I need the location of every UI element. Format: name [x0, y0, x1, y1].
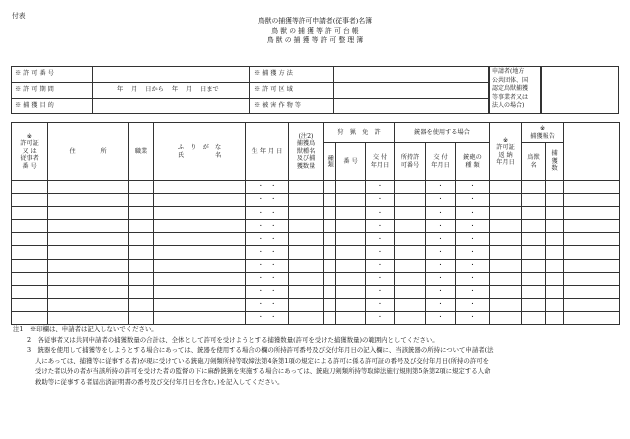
table-cell[interactable] — [546, 194, 564, 207]
notes: 注1 ※印欄は、申請者は記入しないでください。 2 各従事者又は共同申請者の捕獲数量の合計は、全体として許可を受けようとする捕獲数量(許可を受けた捕獲数量)の範囲内としてください。 3 銃器を使用して捕獲等をしようとする場合にあっては、銃器を使用する場合の欄の所持許可番号及び交付年月日の記入欄に、当該銃器の所持について申請者(法 人にあっては、捕獲等に従事する者)が現に受けている銃砲刀剣類所持等取締法第4条第1項の規定による許可に係る許可証の番号及び交付年月日(所持の許可を 受けた者以外の者が当該所持の許可を受けた者の監督の下に麻酔銃猟を実施する場合にあっては、銃砲刀剣類所持等取締法施行規則第5条第2項に規定する人命 救助等に従事する者届出済証明書の番号及び交付年月日を含む。)を記入してください。 — [13, 325, 494, 386]
table-cell[interactable] — [48, 181, 129, 194]
header-birth: 生 年 月 日 — [246, 123, 289, 181]
table-cell[interactable] — [564, 194, 620, 207]
table-cell[interactable] — [546, 298, 564, 311]
table-cell[interactable] — [48, 207, 129, 220]
table-cell[interactable] — [154, 285, 246, 298]
capture-purpose-label: ※ 捕 獲 目 的 — [15, 102, 54, 109]
table-cell[interactable] — [395, 246, 426, 259]
permit-period-value: 年 月 日から 年 月 日まで — [117, 86, 219, 93]
table-cell[interactable] — [336, 220, 366, 233]
permit-number-label: ※ 許 可 番 号 — [15, 70, 54, 77]
table-cell[interactable] — [564, 233, 620, 246]
table-cell[interactable] — [336, 194, 366, 207]
date-cell[interactable]: ・ — [426, 298, 456, 311]
table-row — [12, 220, 620, 233]
birth-date-cell[interactable]: ・ ・ — [246, 207, 289, 220]
table-cell[interactable] — [522, 181, 546, 194]
header-name: ふ り が な 氏 名 — [154, 123, 246, 181]
table-cell[interactable] — [12, 194, 48, 207]
date-cell[interactable]: ・ — [456, 207, 490, 220]
table-cell[interactable] — [289, 285, 324, 298]
table-cell[interactable] — [129, 181, 154, 194]
table-cell[interactable] — [289, 181, 324, 194]
table-cell[interactable] — [154, 259, 246, 272]
table-cell[interactable] — [289, 259, 324, 272]
table-cell[interactable] — [522, 311, 546, 324]
note-2: 2 各従事者又は共同申請者の捕獲数量の合計は、全体として許可を受けようとする捕獲数量(許可を受けた捕獲数量)の範囲内としてください。 — [27, 335, 439, 344]
table-cell[interactable] — [546, 272, 564, 285]
table-cell[interactable] — [522, 207, 546, 220]
table-cell[interactable] — [12, 233, 48, 246]
table-cell[interactable] — [546, 220, 564, 233]
table-cell[interactable] — [324, 259, 336, 272]
header-address: 住 所 — [48, 123, 129, 181]
table-cell[interactable] — [564, 298, 620, 311]
table-cell[interactable] — [546, 207, 564, 220]
note-3: 3 銃器を使用して捕獲等をしようとする場合にあっては、銃器を使用する場合の欄の所持許可番号及び交付年月日の記入欄に、当該銃器の所持について申請者(法 — [27, 346, 494, 355]
table-cell[interactable] — [154, 181, 246, 194]
table-cell[interactable] — [48, 246, 129, 259]
table-cell[interactable] — [324, 181, 336, 194]
date-cell[interactable]: ・ — [366, 298, 395, 311]
table-cell[interactable] — [546, 246, 564, 259]
table-cell[interactable] — [12, 220, 48, 233]
table-cell[interactable] — [48, 272, 129, 285]
date-cell[interactable]: ・ — [426, 246, 456, 259]
table-cell[interactable] — [490, 207, 522, 220]
table-cell[interactable] — [324, 207, 336, 220]
table-cell[interactable] — [154, 246, 246, 259]
table-cell[interactable] — [289, 233, 324, 246]
date-cell[interactable]: ・ — [426, 272, 456, 285]
date-cell[interactable]: ・ — [456, 259, 490, 272]
table-cell[interactable] — [154, 272, 246, 285]
header-permit-no: ※ 許可証 又 は 従事者 番 号 — [12, 123, 48, 181]
table-cell[interactable] — [490, 181, 522, 194]
table-cell[interactable] — [154, 233, 246, 246]
table-cell[interactable] — [48, 285, 129, 298]
table-cell[interactable] — [154, 311, 246, 324]
table-cell[interactable] — [546, 311, 564, 324]
birth-date-cell[interactable]: ・ ・ — [246, 272, 289, 285]
date-cell[interactable]: ・ — [366, 233, 395, 246]
table-cell[interactable] — [490, 220, 522, 233]
header-job: 職業 — [129, 123, 154, 181]
table-cell[interactable] — [564, 220, 620, 233]
table-row — [12, 272, 620, 285]
header-capture-report: ※ 捕獲報告 — [522, 123, 564, 143]
date-cell[interactable]: ・ — [426, 285, 456, 298]
table-cell[interactable] — [564, 272, 620, 285]
title-line-1: 鳥獣の捕獲等許可申請者(従事者)名簿 — [257, 17, 373, 25]
table-cell[interactable] — [324, 233, 336, 246]
birth-date-cell[interactable]: ・ ・ — [246, 311, 289, 324]
table-cell[interactable] — [12, 259, 48, 272]
table-cell[interactable] — [129, 285, 154, 298]
table-cell[interactable] — [336, 181, 366, 194]
birth-date-cell[interactable]: ・ ・ — [246, 246, 289, 259]
table-row — [12, 246, 620, 259]
table-cell[interactable] — [522, 233, 546, 246]
table-row — [12, 298, 620, 311]
permit-period-label: ※ 許 可 期 間 — [15, 86, 54, 93]
table-cell[interactable] — [336, 285, 366, 298]
table-cell[interactable] — [490, 285, 522, 298]
table-cell[interactable] — [490, 298, 522, 311]
document-titles — [200, 17, 430, 46]
table-row — [12, 285, 620, 298]
note-1: 注1 ※印欄は、申請者は記入しないでください。 — [13, 325, 158, 333]
applicant-note: 申請者(地方 公共団体、国 認定鳥獣捕獲 等事業者又は 法人の場合) — [492, 68, 529, 110]
table-cell[interactable] — [289, 272, 324, 285]
capture-method-label: ※ 捕 獲 方 法 — [254, 70, 293, 77]
header-capture-count: 捕 獲 数 — [546, 143, 564, 181]
permit-area-label: ※ 許 可 区 域 — [254, 86, 293, 93]
table-cell[interactable] — [490, 311, 522, 324]
table-cell[interactable] — [12, 272, 48, 285]
table-row — [12, 194, 620, 207]
table-cell[interactable] — [336, 298, 366, 311]
table-cell[interactable] — [564, 285, 620, 298]
table-cell[interactable] — [522, 285, 546, 298]
table-row — [12, 259, 620, 272]
date-cell[interactable]: ・ — [426, 311, 456, 324]
date-cell[interactable]: ・ — [426, 181, 456, 194]
header-gun-kind: 銃砲の 種 類 — [456, 143, 490, 181]
table-cell[interactable] — [395, 311, 426, 324]
date-cell[interactable]: ・ — [426, 207, 456, 220]
date-cell[interactable]: ・ — [366, 181, 395, 194]
table-cell[interactable] — [324, 311, 336, 324]
header-gun-issue: 交 付 年月日 — [426, 143, 456, 181]
table-cell[interactable] — [154, 298, 246, 311]
roster-table — [11, 122, 620, 325]
birth-date-cell[interactable]: ・ ・ — [246, 298, 289, 311]
table-cell[interactable] — [129, 272, 154, 285]
date-cell[interactable]: ・ — [456, 220, 490, 233]
date-cell[interactable]: ・ — [426, 259, 456, 272]
table-row — [12, 311, 620, 324]
date-cell[interactable]: ・ — [426, 233, 456, 246]
table-cell[interactable] — [395, 194, 426, 207]
table-cell[interactable] — [154, 220, 246, 233]
table-cell[interactable] — [564, 207, 620, 220]
table-cell[interactable] — [129, 220, 154, 233]
table-cell[interactable] — [490, 259, 522, 272]
table-cell[interactable] — [564, 181, 620, 194]
table-cell[interactable] — [490, 272, 522, 285]
table-cell[interactable] — [289, 207, 324, 220]
date-cell[interactable]: ・ — [366, 285, 395, 298]
date-cell[interactable]: ・ — [456, 311, 490, 324]
header-gun-use: 銃器を使用する場合 — [395, 123, 490, 143]
header-species-quantity: (注2) 捕獲鳥 獣種名 及び捕 獲数量 — [289, 123, 324, 181]
appendix-label: 付表 — [12, 12, 26, 20]
date-cell[interactable]: ・ — [366, 220, 395, 233]
table-cell[interactable] — [564, 311, 620, 324]
table-cell[interactable] — [12, 181, 48, 194]
table-cell[interactable] — [129, 259, 154, 272]
birth-date-cell[interactable]: ・ ・ — [246, 233, 289, 246]
table-cell[interactable] — [289, 220, 324, 233]
date-cell[interactable]: ・ — [426, 220, 456, 233]
table-cell[interactable] — [48, 311, 129, 324]
date-cell[interactable]: ・ — [366, 194, 395, 207]
table-cell[interactable] — [395, 285, 426, 298]
table-cell[interactable] — [324, 272, 336, 285]
table-cell[interactable] — [546, 233, 564, 246]
table-cell[interactable] — [522, 259, 546, 272]
table-cell[interactable] — [129, 311, 154, 324]
date-cell[interactable]: ・ — [456, 285, 490, 298]
birth-date-cell[interactable]: ・ ・ — [246, 220, 289, 233]
table-cell[interactable] — [289, 246, 324, 259]
table-cell[interactable] — [522, 194, 546, 207]
header-gun-permit-no: 所持許 可番号 — [395, 143, 426, 181]
table-cell[interactable] — [336, 207, 366, 220]
title-line-2: 鳥 獣 の 捕 獲 等 許 可 台 帳 — [271, 26, 359, 35]
table-cell[interactable] — [48, 298, 129, 311]
table-cell[interactable] — [324, 194, 336, 207]
table-cell[interactable] — [129, 233, 154, 246]
table-cell[interactable] — [324, 246, 336, 259]
table-cell[interactable] — [129, 194, 154, 207]
table-cell[interactable] — [395, 181, 426, 194]
table-cell[interactable] — [12, 246, 48, 259]
date-cell[interactable]: ・ — [456, 246, 490, 259]
date-cell[interactable]: ・ — [456, 194, 490, 207]
table-cell[interactable] — [522, 246, 546, 259]
table-cell[interactable] — [395, 207, 426, 220]
table-cell[interactable] — [324, 285, 336, 298]
table-cell[interactable] — [336, 272, 366, 285]
table-cell[interactable] — [129, 298, 154, 311]
table-cell[interactable] — [336, 246, 366, 259]
table-cell[interactable] — [490, 194, 522, 207]
date-cell[interactable]: ・ — [366, 272, 395, 285]
table-cell[interactable] — [289, 194, 324, 207]
date-cell[interactable]: ・ — [366, 207, 395, 220]
table-cell[interactable] — [48, 233, 129, 246]
table-row — [12, 207, 620, 220]
table-cell[interactable] — [336, 233, 366, 246]
table-cell[interactable] — [395, 298, 426, 311]
table-cell[interactable] — [12, 298, 48, 311]
table-row — [12, 233, 620, 246]
table-cell[interactable] — [546, 181, 564, 194]
table-cell[interactable] — [289, 298, 324, 311]
table-cell[interactable] — [336, 311, 366, 324]
date-cell[interactable]: ・ — [426, 194, 456, 207]
table-cell[interactable] — [324, 298, 336, 311]
table-cell[interactable] — [564, 259, 620, 272]
table-cell[interactable] — [336, 259, 366, 272]
damaged-crops-label: ※ 被 害 作 物 等 — [254, 102, 301, 109]
header-return-date: ※ 許可証 返 納 年月日 — [490, 123, 522, 181]
top-form — [11, 66, 489, 114]
table-cell[interactable] — [48, 220, 129, 233]
table-cell[interactable] — [522, 272, 546, 285]
table-cell[interactable] — [12, 285, 48, 298]
date-cell[interactable]: ・ — [366, 311, 395, 324]
table-cell[interactable] — [546, 259, 564, 272]
date-cell[interactable]: ・ — [366, 246, 395, 259]
table-cell[interactable] — [546, 285, 564, 298]
date-cell[interactable]: ・ — [456, 298, 490, 311]
table-cell[interactable] — [48, 259, 129, 272]
table-cell[interactable] — [129, 207, 154, 220]
header-license-number: 番 号 — [336, 143, 366, 181]
date-cell[interactable]: ・ — [456, 181, 490, 194]
table-cell[interactable] — [564, 246, 620, 259]
table-cell[interactable] — [129, 246, 154, 259]
table-cell[interactable] — [395, 259, 426, 272]
table-cell[interactable] — [395, 272, 426, 285]
table-cell[interactable] — [154, 194, 246, 207]
header-blank-right — [564, 123, 620, 181]
table-cell[interactable] — [324, 220, 336, 233]
title-line-3: 鳥 獣 の 捕 獲 等 許 可 整 理 簿 — [266, 36, 364, 45]
table-cell[interactable] — [490, 233, 522, 246]
birth-date-cell[interactable]: ・ ・ — [246, 285, 289, 298]
date-cell[interactable]: ・ — [366, 259, 395, 272]
date-cell[interactable]: ・ — [456, 233, 490, 246]
header-species-name: 鳥獣 名 — [522, 143, 546, 181]
birth-date-cell[interactable]: ・ ・ — [246, 181, 289, 194]
date-cell[interactable]: ・ — [456, 272, 490, 285]
table-row — [12, 181, 620, 194]
table-cell[interactable] — [522, 298, 546, 311]
birth-date-cell[interactable]: ・ ・ — [246, 259, 289, 272]
applicant-signature-box — [541, 66, 619, 114]
table-cell[interactable] — [48, 194, 129, 207]
header-license-issue: 交 付 年月日 — [366, 143, 395, 181]
table-cell[interactable] — [490, 246, 522, 259]
table-cell[interactable] — [12, 311, 48, 324]
table-cell[interactable] — [154, 207, 246, 220]
table-cell[interactable] — [395, 233, 426, 246]
table-cell[interactable] — [395, 220, 426, 233]
header-hunting-license: 狩 猟 免 許 — [324, 123, 395, 143]
birth-date-cell[interactable]: ・ ・ — [246, 194, 289, 207]
table-cell[interactable] — [522, 220, 546, 233]
header-license-kind: 種類 — [324, 143, 336, 181]
table-cell[interactable] — [289, 311, 324, 324]
table-cell[interactable] — [12, 207, 48, 220]
